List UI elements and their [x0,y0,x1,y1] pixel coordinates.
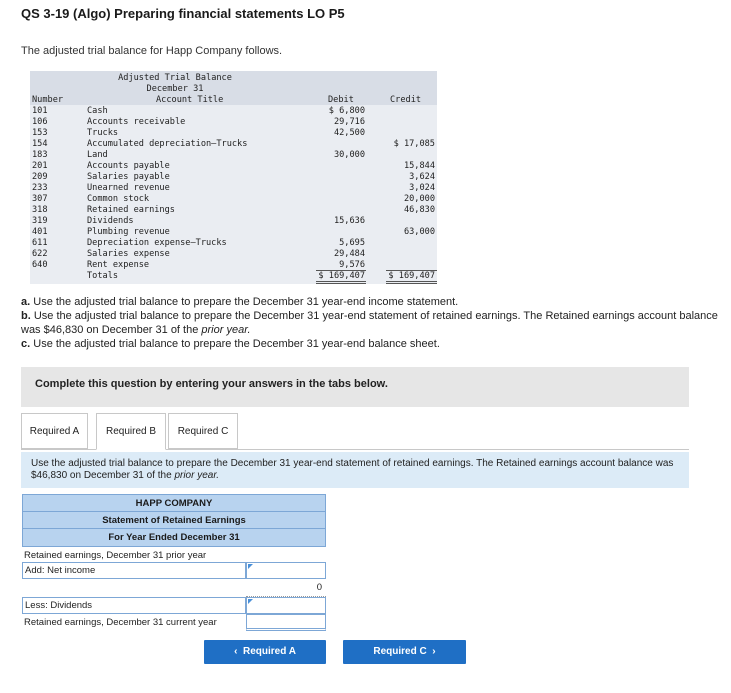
debit-amount: 5,695 [339,238,365,248]
credit-double-rule [386,281,437,284]
retained-earnings-statement [22,494,326,628]
totals-label: Totals [87,271,119,281]
flag-icon [248,599,253,604]
account-number: 233 [32,183,48,193]
account-number: 640 [32,260,48,270]
tab-required-b-label: Required B [105,426,157,437]
account-title: Cash [87,106,108,116]
intro-text: The adjusted trial balance for Happ Company follows. [21,45,283,57]
table-row [30,260,437,271]
next-button-label: Required C [373,646,427,657]
account-number: 101 [32,106,48,116]
table-row [30,128,437,139]
instruction-b-italic: prior year. [201,324,251,336]
row-less-label: Less: Dividends [25,600,93,611]
debit-amount: 29,484 [333,249,365,259]
next-required-c-button[interactable] [343,640,466,664]
column-header-number: Number [32,95,64,105]
account-title: Depreciation expense—Trucks [87,238,227,248]
row-current-label: Retained earnings, December 31 current year [24,617,217,628]
credit-amount: 46,830 [403,205,435,215]
account-number: 622 [32,249,48,259]
instruction-c-label: c. [21,338,31,350]
table-row [30,249,437,260]
account-number: 319 [32,216,48,226]
tab-divider-left [21,449,96,450]
account-number: 154 [32,139,48,149]
add-net-income-label-field[interactable] [22,562,246,579]
row-add-label: Add: Net income [25,565,96,576]
account-number: 307 [32,194,48,204]
chevron-left-icon: ‹ [234,646,238,657]
table-row [30,227,437,238]
less-dividends-label-field[interactable] [22,597,246,614]
less-dividends-amount-field[interactable] [246,597,326,614]
credit-amount: 3,624 [409,172,435,182]
column-header-debit: Debit [328,95,354,105]
account-number: 183 [32,150,48,160]
statement-company: HAPP COMPANY [23,495,325,512]
table-row [30,106,437,117]
row-subtotal [22,580,326,597]
trial-balance-date: December 31 [146,84,204,94]
account-number: 209 [32,172,48,182]
page-title: QS 3-19 (Algo) Preparing financial statements LO P5 [21,6,345,21]
table-row [30,216,437,227]
account-number: 318 [32,205,48,215]
account-title: Common stock [87,194,150,204]
totals-debit: $ 169,407 [318,271,365,281]
account-number: 401 [32,227,48,237]
task-italic: prior year. [174,470,220,481]
credit-amount: 15,844 [403,161,435,171]
table-row [30,238,437,249]
task-text: Use the adjusted trial balance to prepare the December 31 year-end statement of retained earnings. The Retained earnings account balance was $46,830 on December 31 of the [31,458,674,481]
subtotal-amount [246,580,326,597]
debit-amount: $ 6,800 [328,106,365,116]
table-row [30,161,437,172]
complete-question-text: Complete this question by entering your answers in the tabs below. [35,378,388,390]
instruction-b-label: b. [21,310,31,322]
table-row [30,139,437,150]
table-row [30,172,437,183]
credit-amount: 63,000 [403,227,435,237]
totals-credit: $ 169,407 [388,271,435,281]
tab-required-c-label: Required C [177,426,229,437]
trial-balance-table [30,71,437,284]
row-add-net-income [22,562,326,579]
table-row [30,117,437,128]
flag-icon [248,564,253,569]
subtotal-value: 0 [316,582,322,593]
column-header-credit: Credit [390,95,422,105]
account-title: Accounts receivable [87,117,186,127]
task-instructions [21,452,689,488]
instruction-a [21,295,726,309]
row-retained-earnings-current [22,614,326,631]
previous-required-a-button[interactable] [204,640,326,664]
table-row [30,150,437,161]
debit-double-rule [316,281,366,284]
account-number: 153 [32,128,48,138]
statement-name: Statement of Retained Earnings [23,512,325,529]
account-title: Accumulated depreciation—Trucks [87,139,248,149]
instruction-b-text: Use the adjusted trial balance to prepare the December 31 year-end statement of retained earnings. The Retained earnings account balance was $46,830 on December 31 of the [21,310,718,336]
table-row [30,205,437,216]
instruction-a-text: Use the adjusted trial balance to prepare the December 31 year-end income statement. [33,296,459,308]
instructions [21,295,726,351]
trial-balance-heading: Adjusted Trial Balance [118,73,232,83]
credit-amount: $ 17,085 [393,139,435,149]
account-title: Salaries expense [87,249,170,259]
debit-amount: 30,000 [333,150,365,160]
account-number: 106 [32,117,48,127]
account-title: Accounts payable [87,161,170,171]
account-title: Dividends [87,216,134,226]
statement-header [22,494,326,547]
account-title: Retained earnings [87,205,175,215]
column-header-account-title: Account Title [156,95,224,105]
credit-amount: 3,024 [409,183,435,193]
complete-question-bar [21,367,689,407]
instruction-b [21,309,726,337]
statement-period: For Year Ended December 31 [108,532,240,543]
account-title: Land [87,150,108,160]
account-number: 201 [32,161,48,171]
row-prior-label: Retained earnings, December 31 prior year [24,550,207,561]
debit-amount: 9,576 [339,260,365,270]
instruction-c [21,337,726,351]
account-title: Unearned revenue [87,183,170,193]
credit-amount: 20,000 [403,194,435,204]
current-retained-earnings-amount-field[interactable] [246,614,326,631]
instruction-c-text: Use the adjusted trial balance to prepare the December 31 year-end balance sheet. [33,338,440,350]
tab-required-a[interactable] [21,413,88,449]
debit-amount: 15,636 [333,216,365,226]
table-row [30,183,437,194]
account-title: Plumbing revenue [87,227,170,237]
account-title: Salaries payable [87,172,170,182]
instruction-a-label: a. [21,296,31,308]
tab-required-b[interactable] [96,413,166,450]
previous-button-label: Required A [242,646,296,657]
add-net-income-amount-field[interactable] [246,562,326,579]
tab-required-a-label: Required A [29,426,80,437]
debit-amount: 42,500 [333,128,365,138]
table-row [30,194,437,205]
tab-required-c[interactable] [168,413,238,449]
account-title: Trucks [87,128,119,138]
row-less-dividends [22,597,326,614]
account-title: Rent expense [87,260,150,270]
totals-row [30,271,437,282]
debit-amount: 29,716 [333,117,365,127]
chevron-right-icon: › [432,646,436,657]
tab-divider-right [166,449,689,450]
account-number: 611 [32,238,48,248]
